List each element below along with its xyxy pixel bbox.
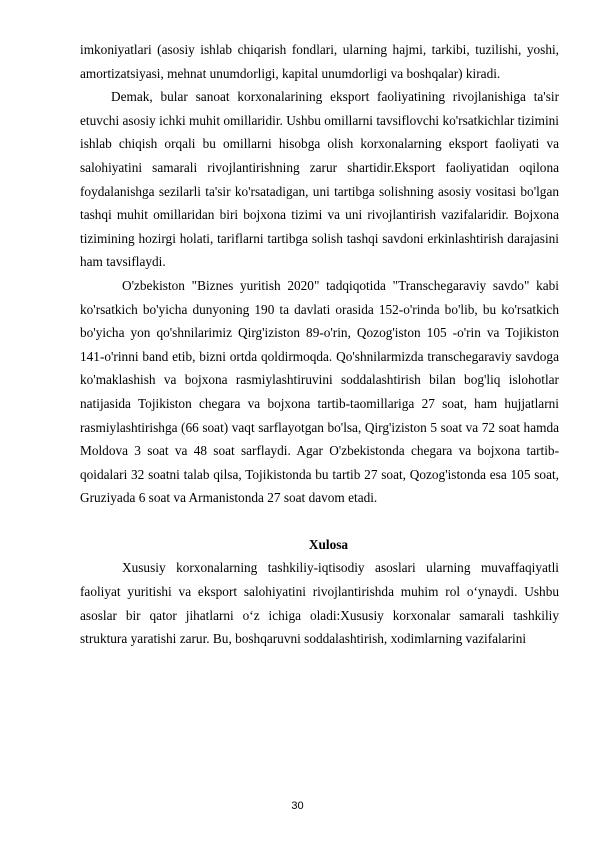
paragraph-continuation: imkoniyatlari (asosiy ishlab chiqarish fondlari, ularning hajmi, tarkibi, tuzilishi, yoshi, amortizatsiyasi, mehnat unumdorligi, kapital unumdorligi va boshqalar) kiradi.: [80, 42, 559, 81]
paragraph-internal-factors: Demak, bular sanoat korxonalarining eksport faoliyatining rivojlanishiga ta'sir etuvchi asosiy ichki muhit omillaridir. Ushbu omillarni tavsiflovchi ko'rsatkichlar tizimini ishlab chiqish orqali bu omillarni hisobga olish korxonalarning eksport faoliyati va salohiyatini samarali rivojlantirishning zarur shartidir.Eksport faoliyatidan oqilona foydalanishga sezilarli ta'sir ko'rsatadigan, uni tartibga solishning asosiy vositasi bo'lgan tashqi muhit omillaridan biri bojxona tizimi va uni rivojlantirish vazifalaridir. Bojxona tizimining hozirgi holati, tariflarni tartibga solish tashqi savdoni erkinlashtirish darajasini ham tavsiflaydi.: [80, 89, 559, 270]
page-number: 30: [291, 800, 304, 812]
paragraph-doing-business: O'zbekiston "Biznes yuritish 2020" tadqiqotida "Transchegaraviy savdo" kabi ko'rsatkich bo'yicha dunyoning 190 ta davlati orasida 152-o'rinda bo'lib, bu ko'rsatkich bo'yicha yon qo'shnilarimiz Qirg'iziston 89-o'rin, Qozog'iston 105 -o'rin va Tojikiston 141-o'rinni band etib, bizni ortda qoldirmoqda. Qo'shnilarmizda transchegaraviy savdoga ko'maklashish va bojxona rasmiylashtiruvini soddalashtirish bilan bog'liq islohotlar natijasida Tojikiston chegara va bojxona tartib-taomillariga 27 soat, ham hujjatlarni rasmiylashtirishga (66 soat) vaqt sarflayotgan bo'lsa, Qirg'iziston 5 soat va 72 soat hamda Moldova 3 soat va 48 soat sarflaydi. Agar O'zbekistonda chegara va bojxona tartib-qoidalari 32 soatni talab qilsa, Tojikistonda bu tartib 27 soat, Qozog'istonda esa 105 soat, Gruziyada 6 soat va Armanistonda 27 soat davom etadi.: [80, 277, 559, 506]
document-page: [80, 38, 559, 651]
section-heading: Xulosa: [308, 536, 349, 552]
section-spacer: [80, 510, 559, 533]
paragraph-conclusion: Xususiy korxonalarning tashkiliy-iqtisodiy asoslari ularning muvaffaqiyatli faoliyat yuritishi va eksport salohiyatini rivojlantirishda muhim rol o‘ynaydi. Ushbu asoslar bir qator jihatlarni o‘z ichiga oladi:Xususiy korxonalar samarali tashkiliy struktura yaratishi zarur. Bu, boshqaruvni soddalashtirish, xodimlarning vazifalarini: [80, 560, 559, 647]
